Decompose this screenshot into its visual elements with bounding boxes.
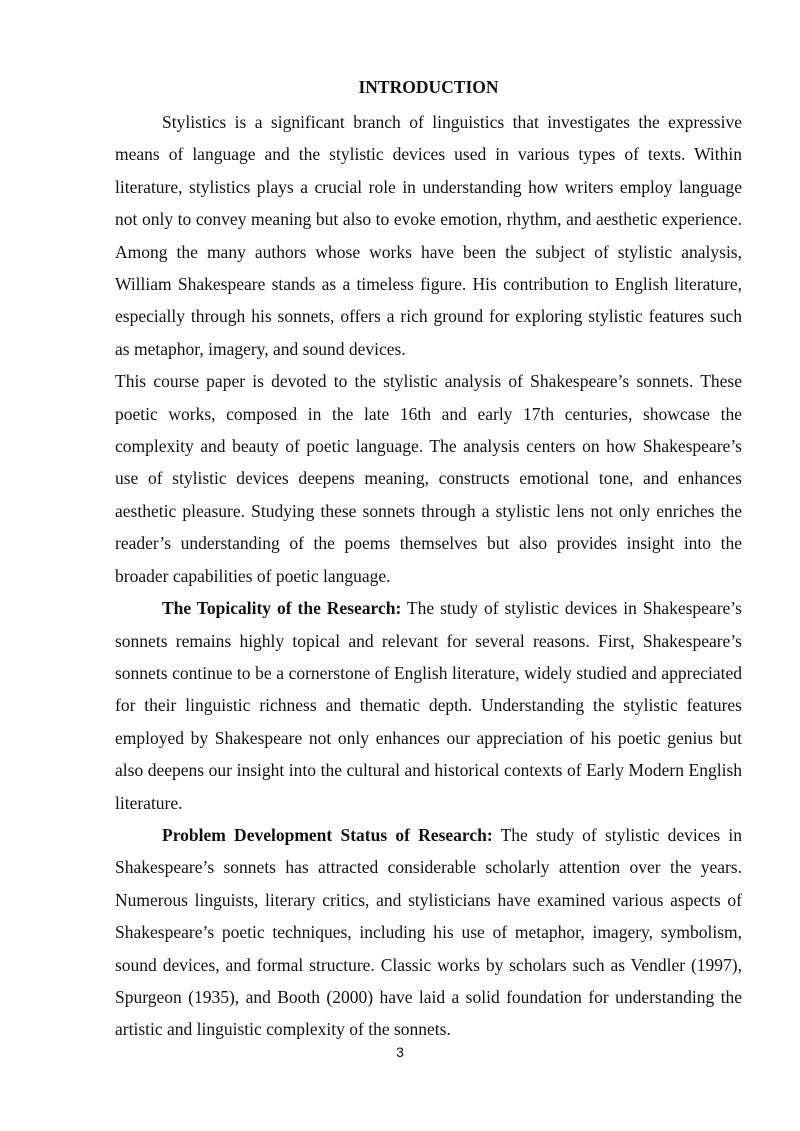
- section-heading: INTRODUCTION: [358, 77, 499, 97]
- paragraph-lead: Problem Development Status of Research:: [162, 824, 493, 845]
- page-body: [115, 75, 742, 1046]
- paragraph-text: The study of stylistic devices in Shakespeare’s sonnets has attracted considerable scholarly attention over the years. Numerous linguists, literary critics, and stylisticians have examined various aspects of Shakespeare’s poetic techniques, including his use of metaphor, imagery, symbolism, sound devices, and formal structure. Classic works by scholars such as Vendler (1997), Spurgeon (1935), and Booth (2000) have laid a solid foundation for understanding the artistic and linguistic complexity of the sonnets.: [115, 824, 742, 1040]
- paragraph-text: This course paper is devoted to the stylistic analysis of Shakespeare’s sonnets. These poetic works, composed in the late 16th and early 17th centuries, showcase the complexity and beauty of poetic language. The analysis centers on how Shakespeare’s use of stylistic devices deepens meaning, constructs emotional tone, and enhances aesthetic pleasure. Studying these sonnets through a stylistic lens not only enriches the reader’s understanding of the poems themselves but also provides insight into the broader capabilities of poetic language.: [115, 371, 742, 586]
- paragraph-text: Stylistics is a significant branch of linguistics that investigates the expressive means of language and the stylistic devices used in various types of texts. Within literature, stylistics plays a crucial role in understanding how writers employ language not only to convey meaning but also to evoke emotion, rhythm, and aesthetic experience. Among the many authors whose works have been the subject of stylistic analysis, William Shakespeare stands as a timeless figure. His contribution to English literature, especially through his sonnets, offers a rich ground for exploring stylistic features such as metaphor, imagery, and sound devices.: [115, 112, 742, 359]
- paragraph-stylistics-intro: [115, 106, 742, 365]
- paragraph-topicality: [115, 592, 742, 819]
- paragraph-course-paper: [115, 365, 742, 592]
- paragraph-problem-development: [115, 819, 742, 1046]
- page-number: 3: [396, 1044, 404, 1060]
- paragraph-lead: The Topicality of the Research:: [162, 598, 402, 619]
- paragraph-text: The study of stylistic devices in Shakespeare’s sonnets remains highly topical and relevant for several reasons. First, Shakespeare’s sonnets continue to be a cornerstone of English literature, widely studied and appreciated for their linguistic richness and thematic depth. Understanding the stylistic features employed by Shakespeare not only enhances our appreciation of his poetic genius but also deepens our insight into the cultural and historical contexts of Early Modern English literature.: [115, 598, 742, 813]
